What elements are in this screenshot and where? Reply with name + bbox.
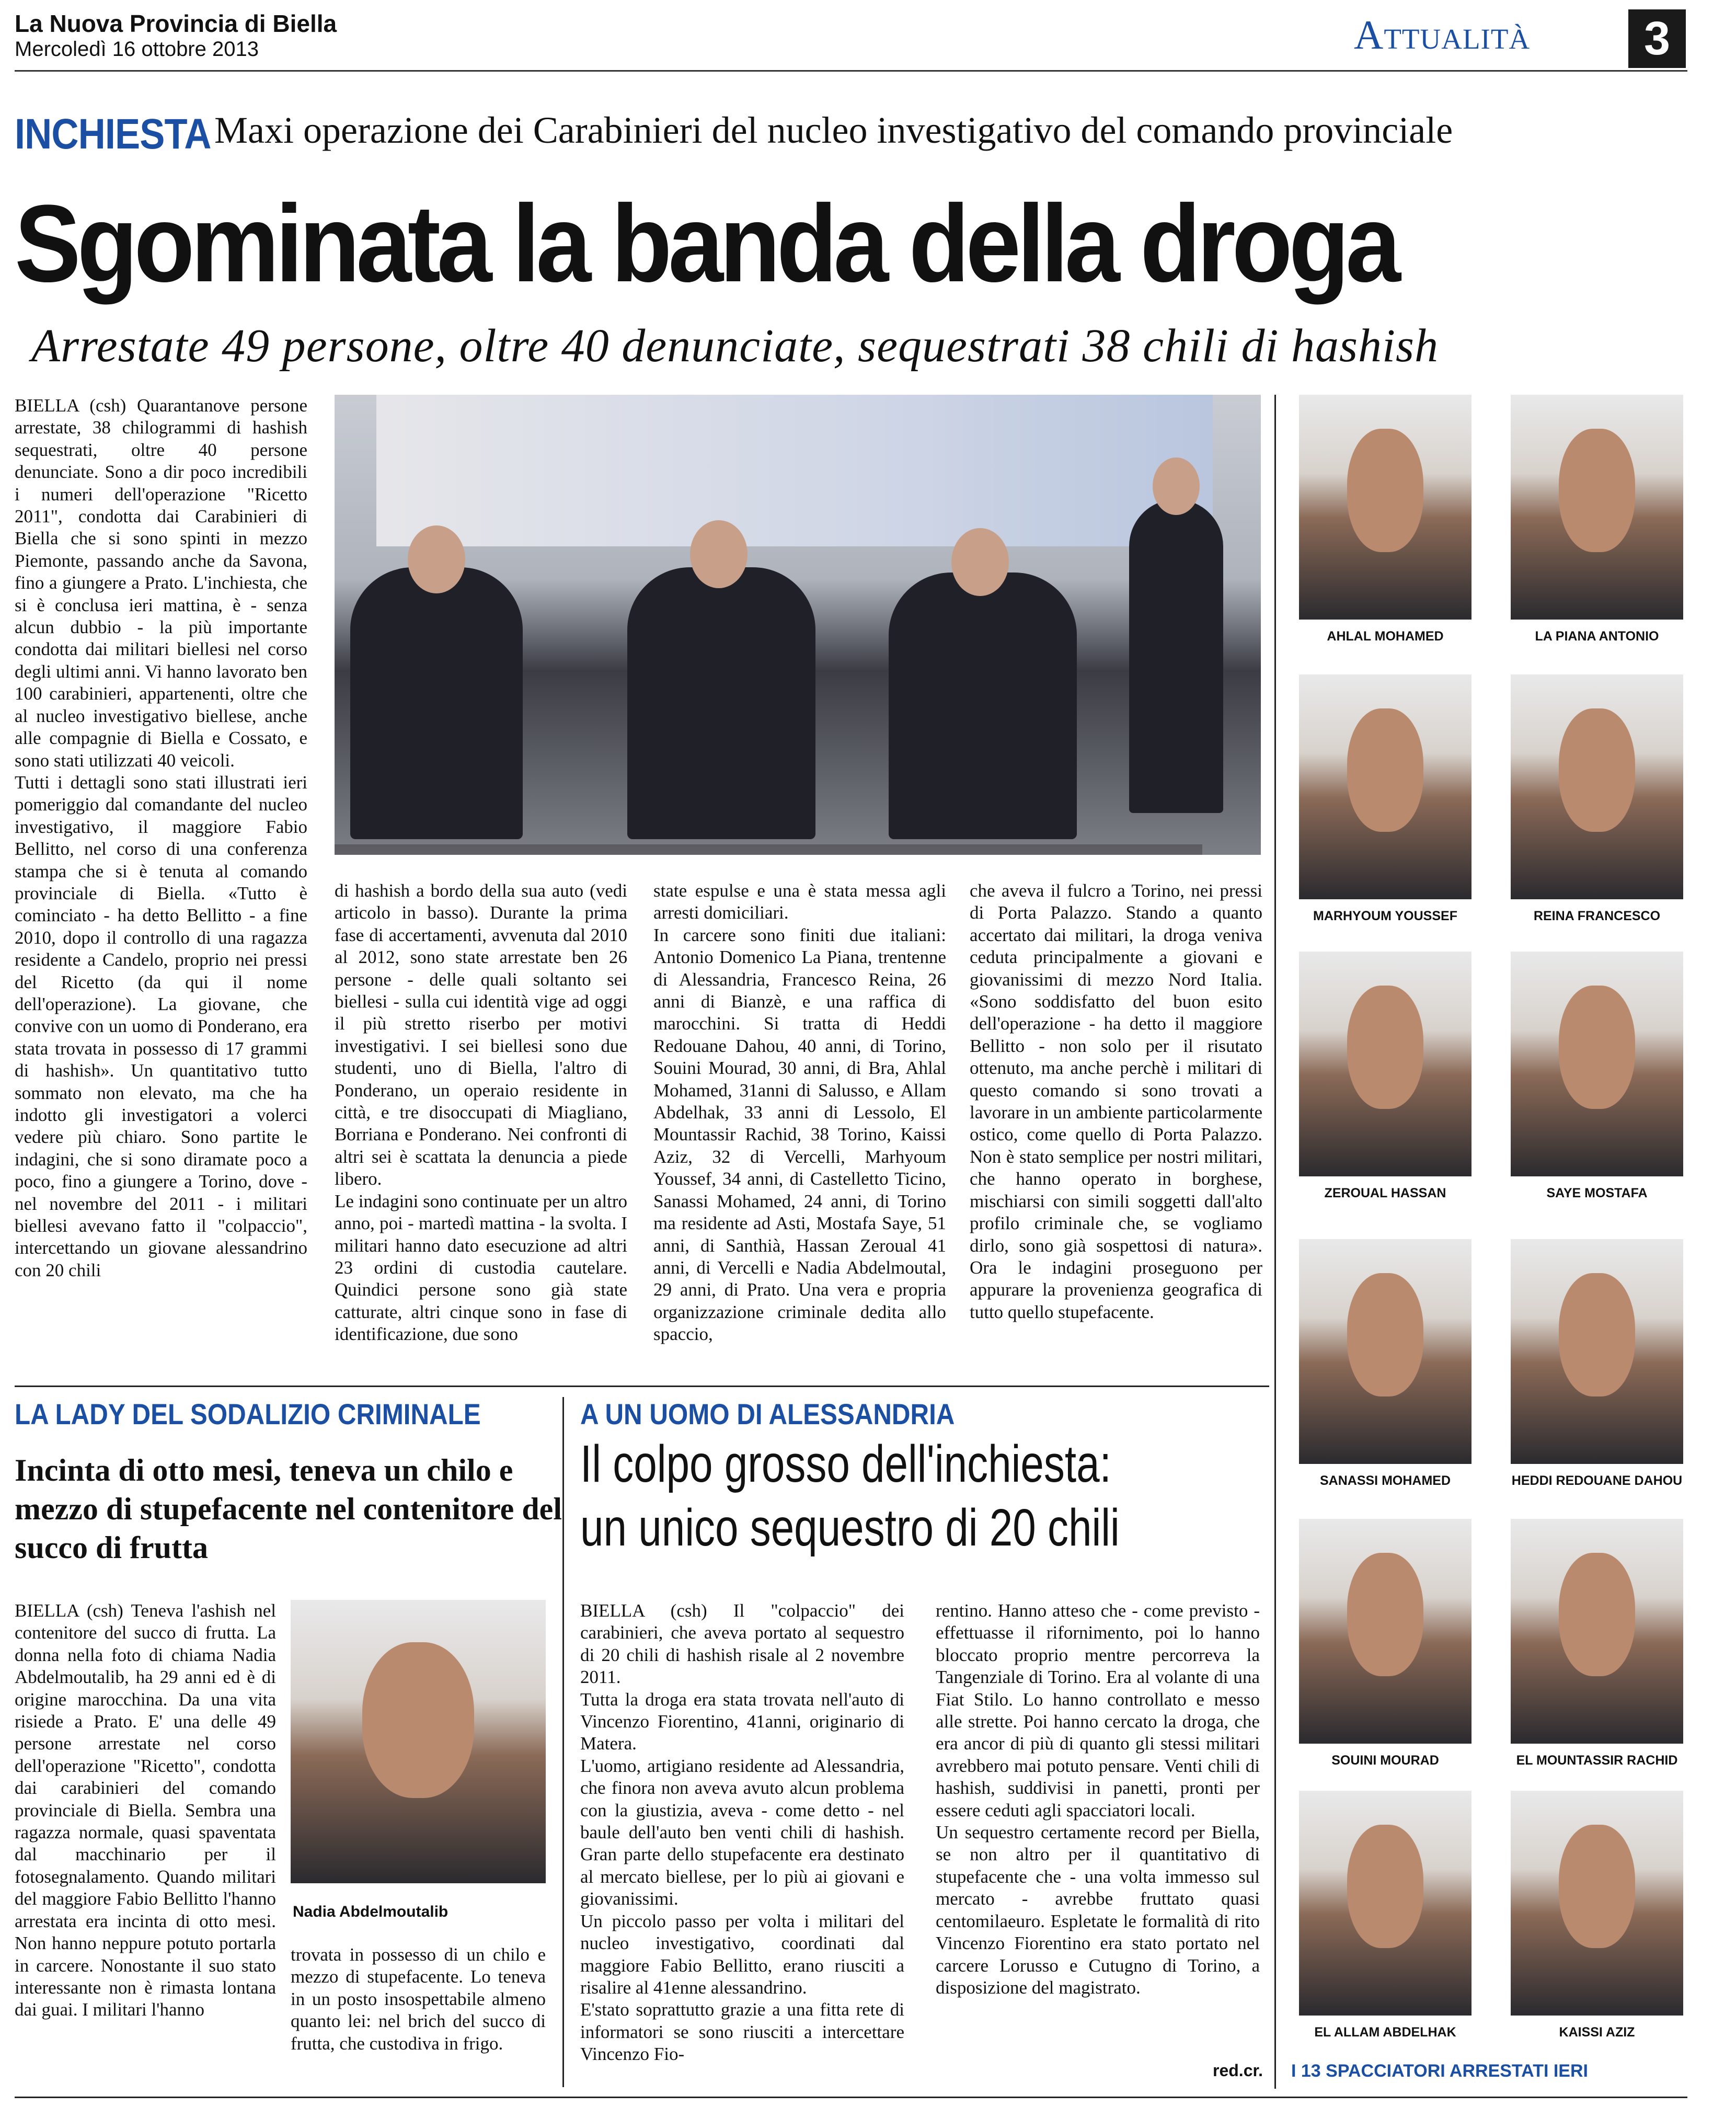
mugshot-name: SANASSI MOHAMED <box>1319 1473 1451 1488</box>
mugshot-name: ZEROUAL HASSAN <box>1324 1186 1446 1200</box>
article-deck: Arrestate 49 persone, oltre 40 denunciate, sequestrati 38 chili di hashish <box>31 320 1439 372</box>
mugshot-name: SAYE MOSTAFA <box>1546 1186 1648 1200</box>
column-rule <box>1274 395 1276 2089</box>
mugshot-photo <box>1511 952 1683 1176</box>
colpo-column-2: rentino. Hanno atteso che - come previsto - effettuasse il rifornimento, poi lo hanno bloccato proprio mentre percorreva la Tangenziale di Torino. Era al volante di una Fiat Stilo. Lo hanno controllato e messo alle strette. Poi hanno cercato la droga, che era ancor di più di quanto gli stessi militari avrebbero mai potuto pensare. Venti chili di hashish, suddivisi in panetti, pronti per essere ceduti agli spacciatori locali. Un sequestro certamente record per Biella, se non altro per il quantitativo di stupefacente che - una volta immesso sul mercato - avrebbe fruttato quasi centomilaeuro. Espletate le formalità di rito Vincenzo Fiorentino era stato portato nel carcere Lorusso e Cutugno di Torino, a disposizione del magistrato. <box>936 1600 1260 1998</box>
mugshots-caption: I 13 SPACCIATORI ARRESTATI IERI <box>1291 2061 1588 2081</box>
mugshot-name: AHLAL MOHAMED <box>1327 629 1444 644</box>
photo-wall-screen <box>376 395 1213 546</box>
header-rule <box>15 70 1687 72</box>
main-column-4: che aveva il fulcro a Torino, nei pressi di Porta Palazzo. Stando a quanto accertato dai militari, la droga veniva ceduta principalmente a giovani e giovanissimi di mezzo Nord Italia. «Sono soddisfatto del buon esito dell'operazione - ha detto il maggiore Bellitto - non solo per il risutato ottenuto, ma anche perchè i militari di questo comando si sono trovati a lavorare in un ambiente particolarmente ostico, come quello di Porta Palazzo. Non è stato semplice per nostri militari, che hanno operato in borghese, mischiarsi con simili soggetti dall'alto profilo criminale che, se vogliamo dirlo, sono già sospettosi di natura». Ora le indagini proseguono per appurare la provenienza geografica di tutto quello stupefacente. <box>970 880 1262 1322</box>
photo-table <box>335 844 1202 855</box>
colpo-column-1: BIELLA (csh) Il "colpaccio" dei carabinieri, che aveva portato al sequestro di 20 chili di hashish risale al 2 novembre 2011. Tutta la droga era stata trovata nell'auto di Vincenzo Fiorentino, 41anni, originario di Matera. L'uomo, artigiano residente ad Alessandria, che finora non aveva avuto alcun problema con la giustizia, aveva - come detto - nel baule dell'auto ben venti chili di hashish. Gran parte dello stupefacente era destinato al mercato biellese, per lo più ai giovani e giovanissimi. Un piccolo passo per volta i militari del nucleo investigativo, coordinati dal maggiore Fabio Bellitto, erano riusciti a risalire al 41enne alessandrino. E'stato soprattutto grazie a una fitta rete di informatori se sono riusciti a intercettare Vincenzo Fio- <box>580 1600 904 2065</box>
signature: red.cr. <box>1213 2061 1263 2080</box>
nadia-photo-caption: Nadia Abdelmoutalib <box>293 1903 449 1920</box>
colpo-title-line-2: un unico sequestro di 20 chili <box>580 1498 1120 1557</box>
mugshot-name: HEDDI REDOUANE DAHOU <box>1511 1473 1683 1488</box>
photo-head <box>1153 457 1200 515</box>
mugshot-photo <box>1511 1519 1683 1744</box>
article-subhead: Maxi operazione dei Carabinieri del nucleo investigativo del comando provinciale <box>214 109 1453 151</box>
mugshot-photo <box>1299 952 1471 1176</box>
issue-date: Mercoledì 16 ottobre 2013 <box>15 38 259 61</box>
photo-head <box>951 528 1009 596</box>
photo-person-left <box>350 567 523 839</box>
mugshot-photo <box>1511 674 1683 899</box>
main-column-2: di hashish a bordo della sua auto (vedi articolo in basso). Durante la prima fase di accertamenti, avvenuta dal 2010 al 2012, sono state arrestate ben 26 persone - delle quali soltanto sei biellesi - sulla cui identità vige ad oggi il più stretto riserbo per motivi investigativi. I sei biellesi sono due studenti, uno di Biella, l'altro di Ponderano, un operaio residente in città, e tre disoccupati di Miagliano, Borriana e Ponderano. Nei confronti di altri sei è scattata la denuncia a piede libero. Le indagini sono continuate per un altro anno, poi - martedì mattina - la svolta. I militari hanno dato esecuzione ad altri 23 ordini di custodia cautelare. Quindici persone sono già state catturate, altri cinque sono in fase di identificazione, due sono <box>335 880 627 1345</box>
photo-person-center <box>627 567 815 839</box>
lady-title: Incinta di otto mesi, teneva un chilo e mezzo di stupefacente nel contenitore del succo di frutta <box>15 1453 562 1565</box>
main-column-1: BIELLA (csh) Quarantanove persone arrestate, 38 chilogrammi di hashish sequestrati, oltre 40 persone denunciate. Sono a dir poco incredibili i numeri dell'operazione "Ricetto 2011", condotta dai Carabinieri di Biella che si sono spinti in mezzo Piemonte, passando anche da Savona, fino a giungere a Prato. L'inchiesta, che si è conclusa ieri mattina, è - senza alcun dubbio - la più importante condotta dai militari biellesi nel corso degli ultimi anni. Vi hanno lavorato ben 100 carabinieri, appartenenti, oltre che al nucleo investigativo biellese, anche alle compagnie di Biella e Cossato, e sono stati utilizzati 40 veicoli. Tutti i dettagli sono stati illustrati ieri pomeriggio dal comandante del nucleo investigativo, il maggiore Fabio Bellitto, nel corso di una conferenza stampa che si è tenuta al comando provinciale di Biella. «Tutto è cominciato - ha detto Bellitto - a fine 2010, dopo il controllo di una ragazza residente a Candelo, proprio nei pressi del Ricetto (da qui il nome dell'operazione). La giovane, che convive con un uomo di Ponderano, era stata trovata in possesso di 17 grammi di hashish». Un quantitativo tutto sommato non elevato, ma che ha indotto gli investigatori a volerci vedere più chiaro. Sono partite le indagini, che si sono diramate poco a poco, fino a giungere a Torino, dove - nel novembre del 2011 - i militari biellesi avevano fatto il "colpaccio", intercettando un giovane alessandrino con 20 chili <box>15 395 307 1280</box>
photo-person-right <box>889 573 1077 839</box>
lady-column-1: BIELLA (csh) Teneva l'ashish nel contenitore del succo di frutta. La donna nella foto di chiama Nadia Abdelmoutalib, ha 29 anni ed è di origine marocchina. Da una vita risiede a Prato. E' una delle 49 persone arrestate nel corso dell'operazione "Ricetto", condotta dai carabinieri del comando provinciale di Biella. Sembra una ragazza normale, quasi spaventata dal macchinario per il fotosegnalamento. Quando militari del maggiore Fabio Bellitto l'hanno arrestata era incinta di otto mesi. Non hanno neppure potuto portarla in carcere. Nonostante il suo stato interessante non è rimasta lontana dai guai. I militari l'hanno <box>15 1600 276 2020</box>
mugshot-photo <box>1511 1791 1683 2016</box>
section-rule <box>15 1386 1269 1387</box>
nadia-photo <box>291 1600 546 1883</box>
page-number: 3 <box>1628 9 1686 68</box>
main-column-3: state espulse e una è stata messa agli arresti domiciliari. In carcere sono finiti due italiani: Antonio Domenico La Piana, trentenne di Alessandria, Francesco Reina, 26 anni di Bianzè, e una raffica di marocchini. Si tratta di Heddi Redouane Dahou, 40 anni, di Torino, Souini Mourad, 30 anni, di Bra, Ahlal Mohamed, 31anni di Salusso, e Allam Abdelhak, 33 anni di Lessolo, El Mountassir Rachid, 38 Torino, Kaissi Aziz, 32 di Vercelli, Marhyoum Youssef, 34 anni, di Castelletto Ticino, Sanassi Mohamed, 24 anni, di Torino ma residente ad Asti, Mostafa Saye, 51 anni, di Santhià, Hassan Zeroual 41 anni, di Vercelli e Nadia Abdelmoutal, 29 anni, di Prato. Una vera e propria organizzazione criminale dedita allo spaccio, <box>653 880 946 1345</box>
mugshot-photo <box>1299 1239 1471 1464</box>
mugshot-name: EL ALLAM ABDELHAK <box>1314 2025 1456 2040</box>
mugshot-name: LA PIANA ANTONIO <box>1535 629 1659 644</box>
mugshot-name: SOUINI MOURAD <box>1331 1753 1439 1768</box>
mugshot-photo <box>1511 1239 1683 1464</box>
mugshot-photo <box>1299 1791 1471 2016</box>
column-rule <box>562 1397 564 2087</box>
photo-head <box>408 525 465 593</box>
press-conference-photo <box>335 395 1261 855</box>
article-kicker: INCHIESTA <box>15 110 211 158</box>
mugshot-name: KAISSI AZIZ <box>1559 2025 1635 2040</box>
photo-person-standing <box>1129 499 1223 813</box>
colpo-title-line-1: Il colpo grosso dell'inchiesta: <box>580 1435 1111 1493</box>
mugshot-photo <box>1299 674 1471 899</box>
article-headline: Sgominata la banda della droga <box>15 182 1397 305</box>
mugshot-photo <box>1299 1519 1471 1744</box>
mugshot-name: REINA FRANCESCO <box>1533 909 1661 923</box>
page-bottom-rule <box>15 2097 1687 2098</box>
mugshot-photo <box>1299 395 1471 620</box>
mugshot-name: MARHYOUM YOUSSEF <box>1313 909 1457 923</box>
mugshot-photo <box>1511 395 1683 620</box>
mugshot-name: EL MOUNTASSIR RACHID <box>1516 1753 1678 1768</box>
section-name: Attualità <box>1354 12 1531 58</box>
colpo-kicker: A UN UOMO DI ALESSANDRIA <box>580 1398 955 1430</box>
photo-head <box>690 520 748 588</box>
lady-kicker: LA LADY DEL SODALIZIO CRIMINALE <box>15 1398 481 1430</box>
lady-column-2: trovata in possesso di un chilo e mezzo di stupefacente. Lo teneva in un posto insospettabile almeno quanto lei: nel brich del succo di frutta, che custodiva in frigo. <box>291 1944 546 2054</box>
newspaper-name: La Nuova Provincia di Biella <box>15 10 337 37</box>
